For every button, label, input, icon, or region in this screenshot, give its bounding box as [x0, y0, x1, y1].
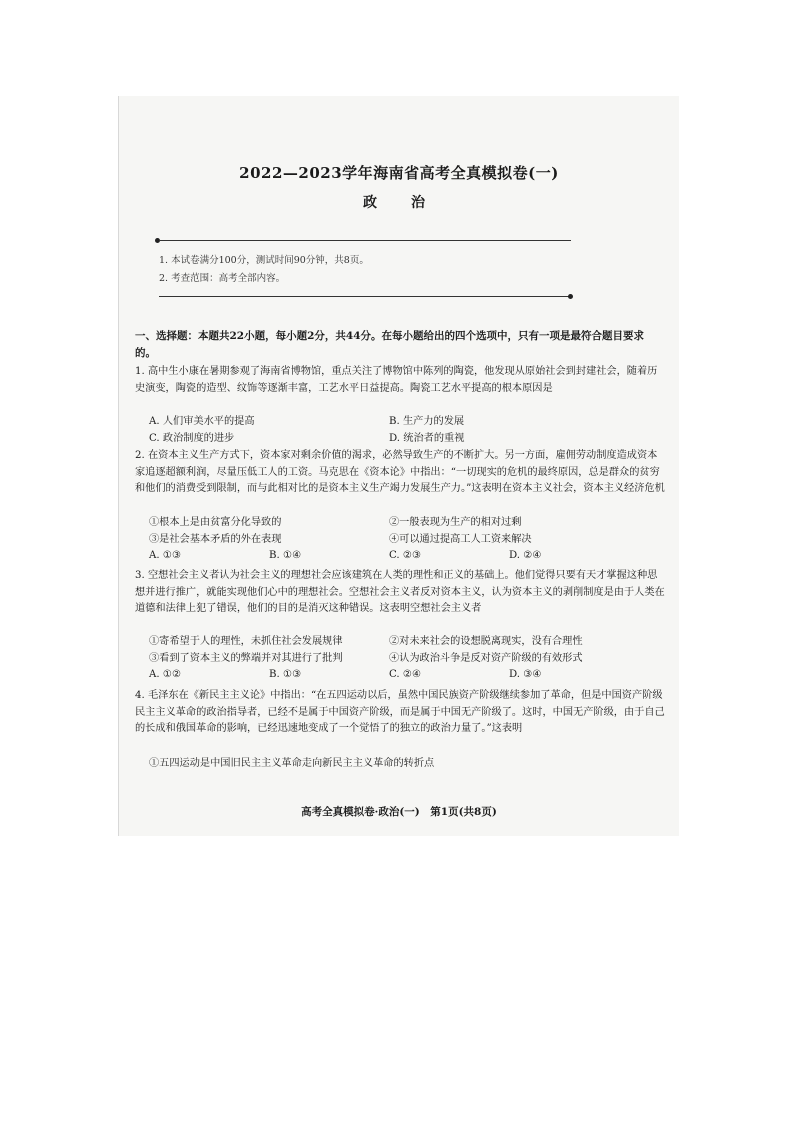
option-c[interactable]: C. 政治制度的进步: [149, 432, 235, 444]
question-3-options: [149, 667, 649, 684]
divider-bottom: [159, 296, 569, 297]
divider-top: [159, 240, 571, 241]
question-1-stem: 1. 高中生小康在暑期参观了海南省博物馆，重点关注了博物馆中陈列的陶瓷，他发现从原始社会到封建社会，随着历史演变，陶瓷的造型、纹饰等逐渐丰富，工艺水平日益提高。陶瓷工艺水平提高的根本原因是: [135, 366, 658, 394]
note-line-2: 2. 考查范围：高考全部内容。: [159, 273, 286, 284]
statement-2: ②一般表现为生产的相对过剩: [389, 517, 522, 528]
question-4-stem: 4. 毛泽东在《新民主主义论》中指出：“在五四运动以后，虽然中国民族资产阶级继续参加了革命，但是中国资产阶级民主主义革命的政治指导者，已经不是属于中国资产阶级，而是属于中国无产阶级了。这时，中国无产阶级，由于自己的长成和俄国革命的影响，已经迅速地变成了一个觉悟了的独立的政治力量了。”这表明: [135, 690, 665, 734]
section-heading: 一、选择题：本题共22小题，每小题2分，共44分。在每小题给出的四个选项中，只有一项是最符合题目要求的。: [135, 330, 645, 359]
page-title: 2022—2023学年海南省高考全真模拟卷(一): [239, 164, 559, 182]
option-a[interactable]: A. 人们审美水平的提高: [149, 416, 255, 427]
option-a[interactable]: A. ①③: [149, 550, 182, 561]
exam-page: [118, 96, 679, 836]
statement-4: ④可以通过提高工人工资来解决: [389, 533, 532, 545]
subject-title: 政 治: [363, 195, 435, 211]
option-d[interactable]: D. ②④: [509, 550, 542, 561]
option-a[interactable]: A. ①②: [149, 669, 182, 680]
page-footer: 高考全真模拟卷·政治(一) 第1页(共8页): [301, 806, 497, 818]
option-d[interactable]: D. ③④: [509, 669, 542, 680]
question-2-stem: 2. 在资本主义生产方式下，资本家对剩余价值的渴求，必然导致生产的不断扩大。另一方面，雇佣劳动制度造成资本家追逐超额利润，尽量压低工人的工资。马克思在《资本论》中指出：“一切现实的危机的最终原因，总是群众的贫穷和他们的消费受到限制，而与此相对比的是资本主义生产竭力发展生产力。”这表明在资本主义社会，资本主义经济危机: [135, 450, 665, 494]
question-3-stem: 3. 空想社会主义者认为社会主义的理想社会应该建筑在人类的理性和正义的基础上。他们觉得只要有天才掌握这种思想并进行推广，就能实现他们心中的理想社会。空想社会主义者反对资本主义，认为资本主义的剥削制度是由于人类在道德和法律上犯了错误，他们的目的是消灭这种错误。这表明空想社会主义者: [135, 570, 665, 614]
statement-3: ③看到了资本主义的弊端并对其进行了批判: [149, 652, 343, 664]
note-line-1: 1. 本试卷满分100分，测试时间90分钟，共8页。: [159, 255, 369, 266]
option-d[interactable]: D. 统治者的重视: [389, 432, 465, 444]
question-3-statements: [149, 634, 649, 667]
option-b[interactable]: B. ①③: [269, 669, 302, 680]
question-2-options: [149, 548, 649, 565]
question-2-statements: [149, 515, 649, 548]
statement-1: ①根本上是由贫富分化导致的: [149, 517, 282, 528]
rule-dot-right: [568, 294, 573, 299]
option-c[interactable]: C. ②④: [389, 669, 422, 680]
statement-3: ③是社会基本矛盾的外在表现: [149, 533, 282, 545]
option-b[interactable]: B. 生产力的发展: [389, 416, 465, 427]
statement-4: ④认为政治斗争是反对资产阶级的有效形式: [389, 652, 583, 664]
statement-1: ①五四运动是中国旧民主主义革命走向新民主主义革命的转折点: [149, 758, 435, 769]
statement-1: ①寄希望于人的理性，未抓住社会发展规律: [149, 636, 343, 647]
question-4-statements: [149, 756, 649, 773]
option-c[interactable]: C. ②③: [389, 550, 422, 561]
question-1-options: [149, 414, 649, 447]
option-b[interactable]: B. ①④: [269, 550, 302, 561]
statement-2: ②对未来社会的设想脱离现实，没有合理性: [389, 636, 583, 647]
